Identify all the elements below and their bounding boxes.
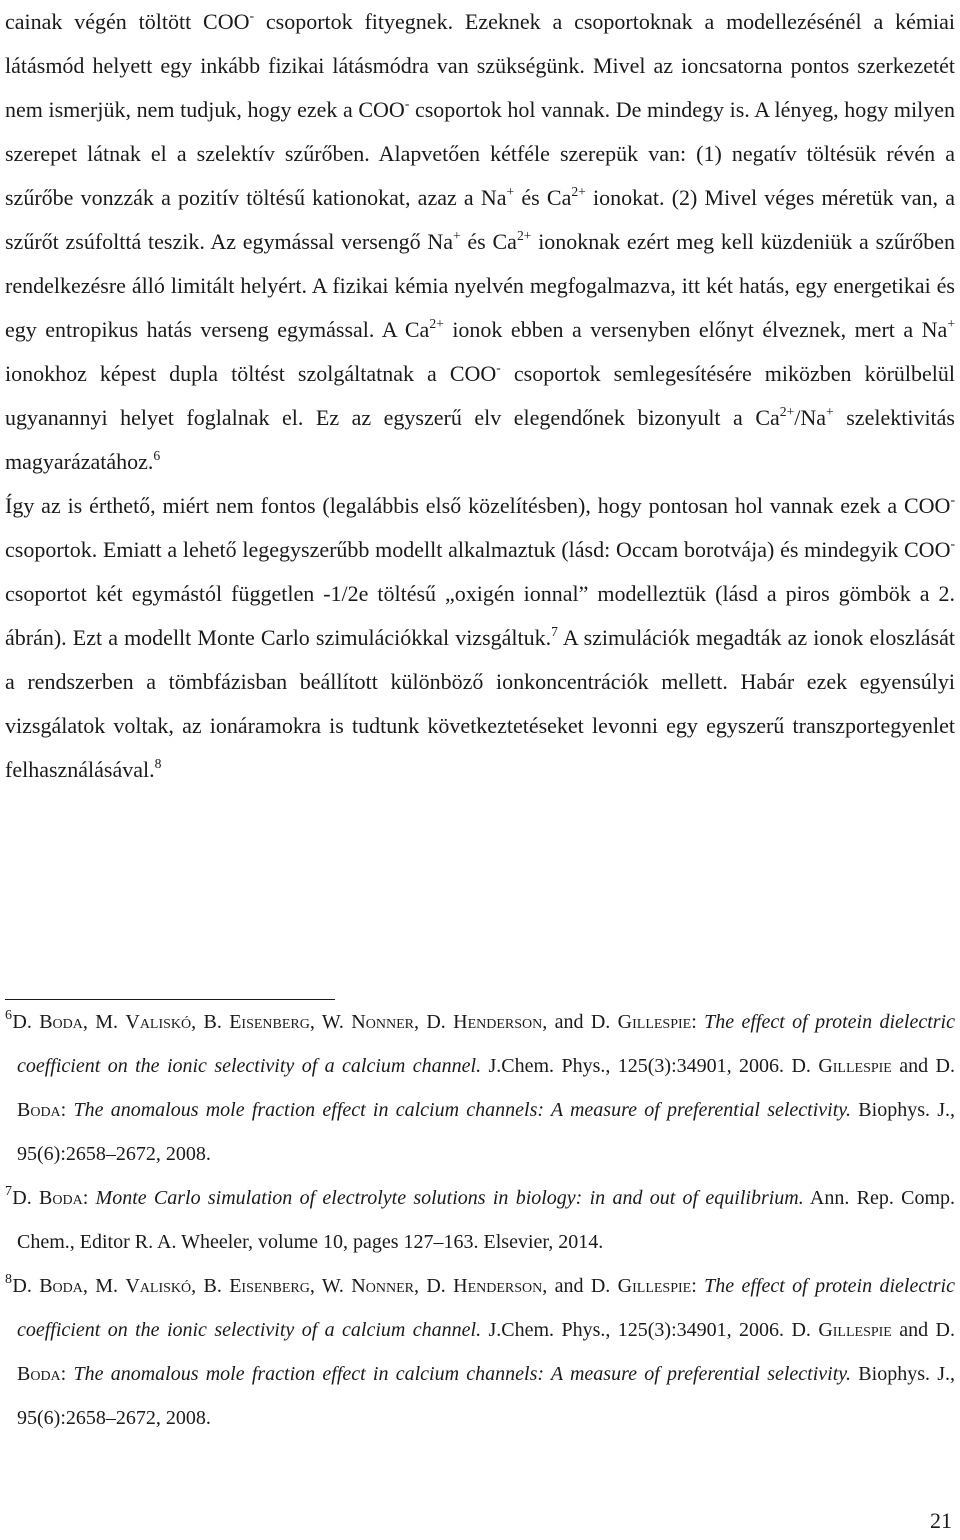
superscript: - [496,360,501,376]
author-surname: Nonner [351,1275,414,1297]
author-surname: Boda [39,1187,83,1209]
author-surname: Gillespie [617,1011,692,1033]
footnotes [5,983,955,1440]
superscript: + [826,404,834,420]
citation-text: J.Chem. Phys., 125(3):34901, 2006. D. [481,1055,819,1077]
citation-text: , and D. [542,1011,618,1033]
citation-text: J.Chem. Phys., 125(3):34901, 2006. D. [481,1319,819,1341]
citation-text: , B. [191,1011,230,1033]
citation-text: , D. [413,1275,454,1297]
text-run: ionokat. (2) Mivel véges méretük van, a szűrőt zsúfolttá teszik. Az egymással versengő Na [5,185,955,254]
superscript: - [950,492,955,508]
text-run: ionok ebben a versenyben előnyt élveznek, mert a Na [443,317,948,342]
superscript: - [404,96,410,112]
citation-text: , and D. [542,1275,618,1297]
citation-text: Biophys. J., 95(6):2658–2672, 2008. [17,1363,955,1429]
citation-text: : [60,1099,74,1121]
footnote-ref-6[interactable]: 6 [153,448,161,464]
citation-text: , W. [309,1011,352,1033]
footnote-number-sup: 8 [5,1271,12,1287]
superscript: + [947,316,955,332]
footnote-number-sup: 7 [5,1183,12,1199]
text-run: ionoknak ezért meg kell küzdeniük a szűrőben rendelkezésre álló limitált helyért. A fizikai kémia nyelvén megfogalmazva, itt két hatás, egy energetikai és egy entropikus hatás verseng egymással. A Ca [5,229,955,342]
author-surname: Boda [17,1099,61,1121]
author-surname: Boda [17,1363,61,1385]
author-surname: Gillespie [818,1319,892,1341]
text-run: cainak végén töltött COO [5,9,250,34]
author-surname: Eisenberg [229,1275,310,1297]
footnote-7 [5,1176,955,1264]
text-run: csoportok semlegesítésére miközben körülbelül ugyanannyi helyet foglalnak el. Ez az egyszerű elv elegendőnek bizonyult a Ca [5,361,955,430]
text-run: csoportok fityegnek. Ezeknek a csoportoknak a modellezésénél a kémiai látásmód helyett egy inkább fizikai látásmódra van szükségünk. Mivel az ioncsatorna pontos szerkezetét nem ismerjük, nem tudjuk, hogy ezek a COO [5,9,955,122]
citation-text: Ann. Rep. Comp. Chem., Editor R. A. Wheeler, volume 10, pages 127–163. Elsevier, 2014. [17,1187,956,1253]
footnote-ref-8[interactable]: 8 [154,756,162,772]
author-surname: Gillespie [818,1055,892,1077]
superscript: 2+ [429,316,444,332]
citation-title: The effect of protein dielectric coefficient on the ionic selectivity of a calcium channel. [17,1011,955,1077]
superscript: + [506,184,515,200]
text-run: csoportot két egymástól független -1/2e töltésű „oxigén ionnal” modelleztük (lásd a piros gömbök a 2. ábrán). Ezt a modellt Monte Carlo szimulációkkal vizsgáltuk. [5,581,955,650]
paragraph-1 [5,0,955,484]
text-run: Így az is érthető, miért nem fontos (legalábbis első közelítésben), hogy pontosan hol vannak ezek a COO [5,493,951,518]
text-run: és Ca [514,185,572,210]
citation-text: and D. [891,1055,955,1077]
author-surname: Henderson [453,1275,543,1297]
text-run: csoportok. Emiatt a lehető legegyszerűbb modellt alkalmaztuk (lásd: Occam borotvája) és mindegyik COO [5,537,951,562]
page-number: 21 [930,1508,952,1533]
author-surname: Valiskó [125,1275,192,1297]
text-run: ionokhoz képest dupla töltést szolgáltatnak a COO [5,361,497,386]
footnote-ref-7[interactable]: 7 [551,624,558,640]
citation-text: , D. [413,1011,454,1033]
superscript: 2+ [571,184,586,200]
text-run: és Ca [460,229,517,254]
author-surname: Henderson [453,1011,543,1033]
citation-title: Monte Carlo simulation of electrolyte solutions in biology: in and out of equilibrium. [95,1187,804,1209]
citation-title: The anomalous mole fraction effect in calcium channels: A measure of preferential selectivity. [73,1363,852,1385]
author-surname: Valiskó [125,1011,192,1033]
citation-text: : [82,1187,96,1209]
citation-text: D. [12,1187,40,1209]
author-surname: Gillespie [617,1275,692,1297]
superscript: - [249,8,255,24]
citation-text: and D. [891,1319,955,1341]
footnote-list [5,1000,955,1440]
citation-text: , M. [82,1275,126,1297]
footnote-8 [5,1264,955,1440]
citation-text: , W. [309,1275,352,1297]
footnote-6 [5,1000,955,1176]
body-text [5,0,955,792]
text-run: /Na [794,405,827,430]
author-surname: Nonner [351,1011,414,1033]
citation-text: : [691,1275,705,1297]
superscript: 2+ [779,404,795,420]
citation-text: : [691,1011,705,1033]
superscript: + [452,228,461,244]
author-surname: Eisenberg [229,1011,310,1033]
paragraph-2 [5,484,955,792]
citation-title: The effect of protein dielectric coefficient on the ionic selectivity of a calcium channel. [17,1275,955,1341]
citation-text: : [60,1363,74,1385]
author-surname: Boda [39,1275,83,1297]
citation-text: D. [12,1011,40,1033]
superscript: 2+ [516,228,532,244]
citation-text: D. [12,1275,40,1297]
text-run: szelektivitás magyarázatához. [5,405,955,474]
text-run: csoportok hol vannak. De mindegy is. A lényeg, hogy milyen szerepet látnak el a szelektív szűrőben. Alapvetően kétféle szerepük van: (1) negatív töltésük révén a szűrőbe vonzzák a pozitív töltésű kationokat, azaz a Na [5,97,955,210]
citation-text: , B. [191,1275,230,1297]
citation-text: Biophys. J., 95(6):2658–2672, 2008. [17,1099,955,1165]
citation-title: The anomalous mole fraction effect in calcium channels: A measure of preferential selectivity. [73,1099,852,1121]
text-run: A szimulációk megadták az ionok eloszlását a rendszerben a tömbfázisban beállított különböző ionkoncentrációk mellett. Habár ezek egyensúlyi vizsgálatok voltak, az ionáramokra is tudtunk következtetéseket levonni egy egyszerű transzportegyenlet felhasználásával. [5,625,955,782]
footnote-number-sup: 6 [5,1007,12,1023]
superscript: - [950,536,955,552]
author-surname: Boda [39,1011,83,1033]
citation-text: , M. [82,1011,126,1033]
